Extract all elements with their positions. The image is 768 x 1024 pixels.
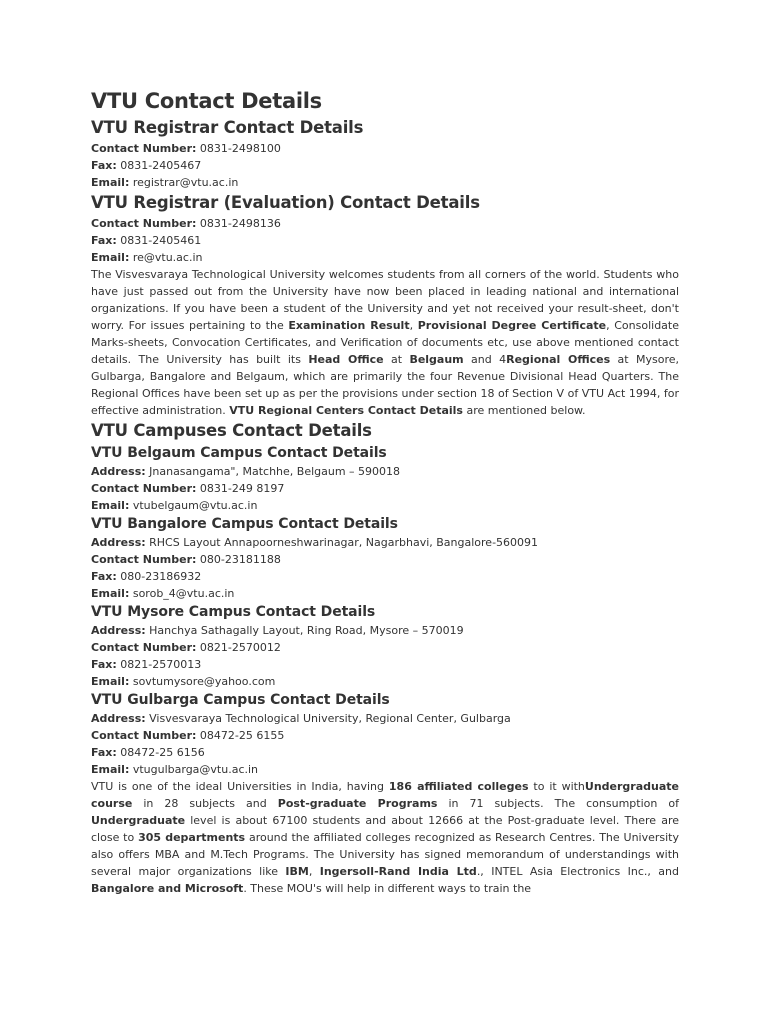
belgaum-address: Address: Jnanasangama", Matchhe, Belgaum – 590018 bbox=[91, 465, 401, 478]
bangalore-fax: Fax: 080-23186932 bbox=[91, 570, 202, 583]
about-paragraph: VTU is one of the ideal Universities in India, having 186 affiliated colleges to it withUndergraduate course in 28 subjects and Post-graduate Programs in 71 subjects. The consumption of Undergraduate level is about 67100 students and about 12666 at the Post-graduate level. There are close to 305 departments around the affiliated colleges recognized as Research Centres. The University also offers MBA and M.Tech Programs. The University has signed memorandum of understandings with several major organizations like IBM, Ingersoll-Rand India Ltd., INTEL Asia Electronics Inc., and Bangalore and Microsoft. These MOU's will help in different ways to train the bbox=[91, 780, 680, 895]
gulbarga-heading: VTU Gulbarga Campus Contact Details bbox=[91, 692, 390, 708]
registrar-heading: VTU Registrar Contact Details bbox=[91, 118, 364, 137]
evaluation-contact: Contact Number: 0831-2498136 bbox=[91, 217, 281, 230]
intro-paragraph: The Visvesvaraya Technological University welcomes students from all corners of the world. Students who have just passed out from the University have now been placed in leading national and international organizations. If you have been a student of the University and yet not received your result-sheet, don't worry. For issues pertaining to the Examination Result, Provisional Degree Certificate, Consolidate Marks-sheets, Convocation Certificates, and Verification of documents etc, use above mentioned contact details. The University has built its Head Office at Belgaum and 4Regional Offices at Mysore, Gulbarga, Bangalore and Belgaum, which are primarily the four Revenue Divisional Head Quarters. The Regional Offices have been set up as per the provisions under section 18 of Section V of VTU Act 1994, for effective administration. VTU Regional Centers Contact Details are mentioned below. bbox=[91, 268, 679, 417]
registrar-email: Email: registrar@vtu.ac.in bbox=[91, 176, 239, 189]
belgaum-email-link[interactable]: vtubelgaum@vtu.ac.in bbox=[132, 499, 258, 512]
gulbarga-email: Email: vtugulbarga@vtu.ac.in bbox=[91, 763, 259, 776]
evaluation-fax: Fax: 0831-2405461 bbox=[91, 234, 202, 247]
evaluation-email-link[interactable]: re@vtu.ac.in bbox=[132, 251, 203, 264]
mysore-address: Address: Hanchya Sathagally Layout, Ring Road, Mysore – 570019 bbox=[91, 624, 464, 637]
mysore-email-link[interactable]: sovtumysore@yahoo.com bbox=[132, 675, 276, 688]
document-page bbox=[91, 86, 679, 897]
belgaum-email: Email: vtubelgaum@vtu.ac.in bbox=[91, 499, 258, 512]
bangalore-address: Address: RHCS Layout Annapoorneshwarinagar, Nagarbhavi, Bangalore-560091 bbox=[91, 536, 539, 549]
evaluation-heading: VTU Registrar (Evaluation) Contact Details bbox=[91, 193, 480, 212]
belgaum-contact: Contact Number: 0831-249 8197 bbox=[91, 482, 285, 495]
bangalore-contact: Contact Number: 080-23181188 bbox=[91, 553, 281, 566]
registrar-email-link[interactable]: registrar@vtu.ac.in bbox=[132, 176, 239, 189]
page-title: VTU Contact Details bbox=[91, 89, 322, 113]
mysore-heading: VTU Mysore Campus Contact Details bbox=[91, 604, 376, 620]
bangalore-email-link[interactable]: sorob_4@vtu.ac.in bbox=[132, 587, 235, 600]
gulbarga-address: Address: Visvesvaraya Technological University, Regional Center, Gulbarga bbox=[91, 712, 511, 725]
gulbarga-email-link[interactable]: vtugulbarga@vtu.ac.in bbox=[132, 763, 259, 776]
gulbarga-contact: Contact Number: 08472-25 6155 bbox=[91, 729, 285, 742]
gulbarga-fax: Fax: 08472-25 6156 bbox=[91, 746, 205, 759]
evaluation-email: Email: re@vtu.ac.in bbox=[91, 251, 203, 264]
bangalore-email: Email: sorob_4@vtu.ac.in bbox=[91, 587, 235, 600]
registrar-fax: Fax: 0831-2405467 bbox=[91, 159, 202, 172]
mysore-fax: Fax: 0821-2570013 bbox=[91, 658, 202, 671]
campuses-heading: VTU Campuses Contact Details bbox=[91, 421, 372, 440]
mysore-contact: Contact Number: 0821-2570012 bbox=[91, 641, 281, 654]
belgaum-heading: VTU Belgaum Campus Contact Details bbox=[91, 445, 387, 461]
registrar-contact: Contact Number: 0831-2498100 bbox=[91, 142, 281, 155]
bangalore-heading: VTU Bangalore Campus Contact Details bbox=[91, 516, 398, 532]
mysore-email: Email: sovtumysore@yahoo.com bbox=[91, 675, 276, 688]
